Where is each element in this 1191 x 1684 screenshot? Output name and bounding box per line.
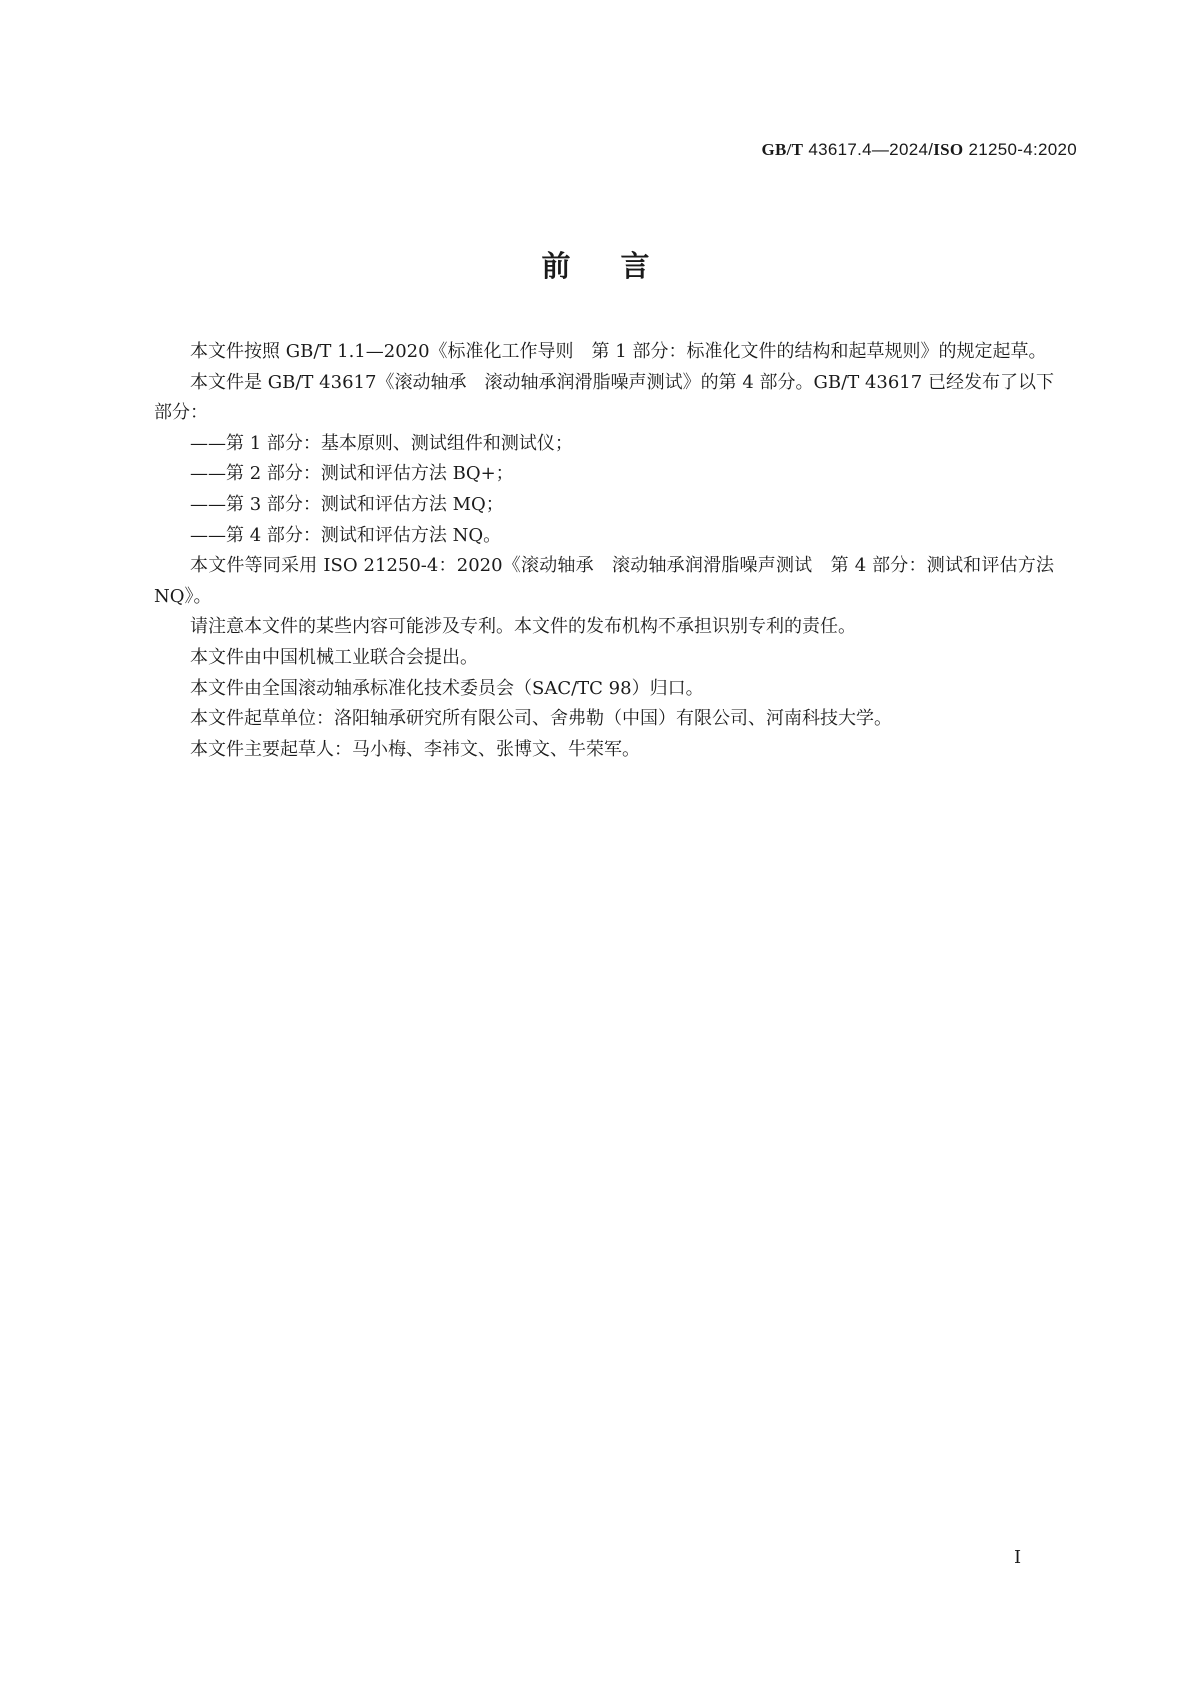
list-item-part-1: ——第 1 部分：基本原则、测试组件和测试仪； <box>190 432 573 454</box>
list-item-part-3: ——第 3 部分：测试和评估方法 MQ； <box>190 493 504 515</box>
iso-code-number: 21250-4:2020 <box>963 140 1077 159</box>
iso-code-prefix: ISO <box>933 140 964 159</box>
paragraph-drafting-units: 本文件起草单位：洛阳轴承研究所有限公司、舍弗勒（中国）有限公司、河南科技大学。 <box>190 708 892 730</box>
standard-code-header <box>761 140 1077 160</box>
paragraph-drafters: 本文件主要起草人：马小梅、李祎文、张博文、牛荣军。 <box>190 738 640 760</box>
list-item-part-4: ——第 4 部分：测试和评估方法 NQ。 <box>190 524 502 546</box>
standard-code-number: 43617.4—2024/ <box>803 140 934 159</box>
paragraph-drafting-rules: 本文件按照 GB/T 1.1—2020《标准化工作导则 第 1 部分：标准化文件的结构和起草规则》的规定起草。 <box>190 341 1047 362</box>
paragraph-proposer: 本文件由中国机械工业联合会提出。 <box>190 646 478 668</box>
standard-code-prefix: GB/T <box>761 140 804 159</box>
page-title: 前言 <box>541 249 700 283</box>
paragraph-committee: 本文件由全国滚动轴承标准化技术委员会（SAC/TC 98）归口。 <box>190 677 704 699</box>
foreword-body <box>154 337 1060 765</box>
paragraph-part-info: 本文件是 GB/T 43617《滚动轴承 滚动轴承润滑脂噪声测试》的第 4 部分。GB/T 43617 已经发布了以下部分： <box>154 371 1054 424</box>
page-number: I <box>1014 1547 1022 1568</box>
paragraph-iso-adoption: 本文件等同采用 ISO 21250-4：2020《滚动轴承 滚动轴承润滑脂噪声测试 第 4 部分：测试和评估方法 NQ》。 <box>154 555 1060 607</box>
paragraph-patent-notice: 请注意本文件的某些内容可能涉及专利。本文件的发布机构不承担识别专利的责任。 <box>190 616 856 638</box>
list-item-part-2: ——第 2 部分：测试和评估方法 BQ+； <box>190 463 514 485</box>
